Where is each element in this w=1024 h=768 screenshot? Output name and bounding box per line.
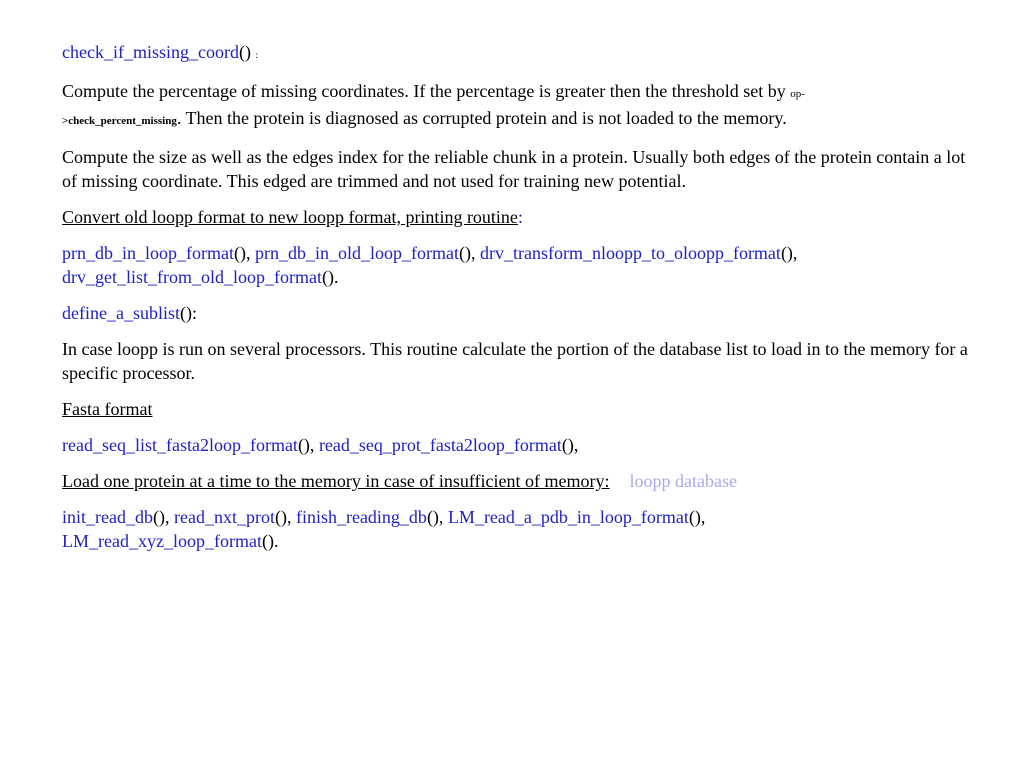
fasta-functions-list bbox=[62, 433, 972, 457]
paren-trailing: (), bbox=[561, 435, 579, 455]
paren-sep: (), bbox=[688, 507, 706, 527]
function-read-seq-list-fasta2loop-format: read_seq_list_fasta2loop_format bbox=[62, 435, 298, 455]
paren-sep: (), bbox=[152, 507, 174, 527]
function-define-a-sublist: define_a_sublist bbox=[62, 303, 180, 323]
paren-sep: (), bbox=[458, 243, 480, 263]
paren-sep: (), bbox=[274, 507, 296, 527]
load-protein-heading-text: Load one protein at a time to the memory in case of insufficient of memory: bbox=[62, 471, 610, 491]
fasta-heading-text: Fasta format bbox=[62, 399, 153, 419]
paren-sep: (), bbox=[780, 243, 798, 263]
function-colon: : bbox=[255, 50, 258, 60]
function-suffix: (): bbox=[179, 303, 197, 323]
function-read-nxt-prot: read_nxt_prot bbox=[173, 507, 275, 527]
check-missing-coord-title bbox=[62, 40, 972, 67]
function-drv-transform-nloopp-to-oloopp-format: drv_transform_nloopp_to_oloopp_format bbox=[479, 243, 781, 263]
loopp-database-link[interactable]: loopp database bbox=[629, 471, 737, 491]
function-prn-db-in-loop-format: prn_db_in_loop_format bbox=[62, 243, 234, 263]
paren-sep: (), bbox=[233, 243, 255, 263]
threshold-part1: op- bbox=[790, 88, 805, 100]
paren-end: (). bbox=[261, 531, 279, 551]
fasta-heading bbox=[62, 397, 972, 421]
paren-end: (). bbox=[321, 267, 339, 287]
function-prn-db-in-old-loop-format: prn_db_in_old_loop_format bbox=[254, 243, 459, 263]
convert-heading-text: Convert old loopp format to new loopp format, printing routine bbox=[62, 207, 518, 227]
function-check-if-missing-coord: check_if_missing_coord bbox=[62, 42, 239, 62]
edges-description: Compute the size as well as the edges index for the reliable chunk in a protein. Usually both edges of the protein contain a lot of missing coordinate. This edged are trimmed and not used for training new potential. bbox=[62, 147, 966, 191]
function-init-read-db: init_read_db bbox=[62, 507, 153, 527]
threshold-part2: >check_percent_missing bbox=[62, 115, 177, 127]
document-content bbox=[62, 40, 972, 565]
function-lm-read-xyz-loop-format: LM_read_xyz_loop_format bbox=[62, 531, 262, 551]
convert-format-heading bbox=[62, 205, 972, 229]
convert-heading-colon: : bbox=[517, 207, 523, 227]
sublist-description: In case loopp is run on several processors. This routine calculate the portion of the database list to load in to the memory for a specific processor. bbox=[62, 339, 968, 383]
function-read-seq-prot-fasta2loop-format: read_seq_prot_fasta2loop_format bbox=[318, 435, 562, 455]
desc-after: . Then the protein is diagnosed as corrupted protein and is not loaded to the memory. bbox=[176, 108, 787, 128]
function-lm-read-a-pdb-in-loop-format: LM_read_a_pdb_in_loop_format bbox=[447, 507, 689, 527]
define-sublist-title bbox=[62, 301, 972, 325]
paren-sep: (), bbox=[297, 435, 319, 455]
convert-functions-list bbox=[62, 241, 972, 289]
missing-coord-description bbox=[62, 79, 972, 133]
load-protein-heading bbox=[62, 469, 972, 493]
function-drv-get-list-from-old-loop-format: drv_get_list_from_old_loop_format bbox=[62, 267, 322, 287]
load-functions-list bbox=[62, 505, 972, 553]
paren-sep: (), bbox=[426, 507, 448, 527]
function-paren: () bbox=[238, 42, 251, 62]
function-finish-reading-db: finish_reading_db bbox=[295, 507, 427, 527]
desc-before: Compute the percentage of missing coordinates. If the percentage is greater then the threshold set by bbox=[62, 81, 791, 101]
